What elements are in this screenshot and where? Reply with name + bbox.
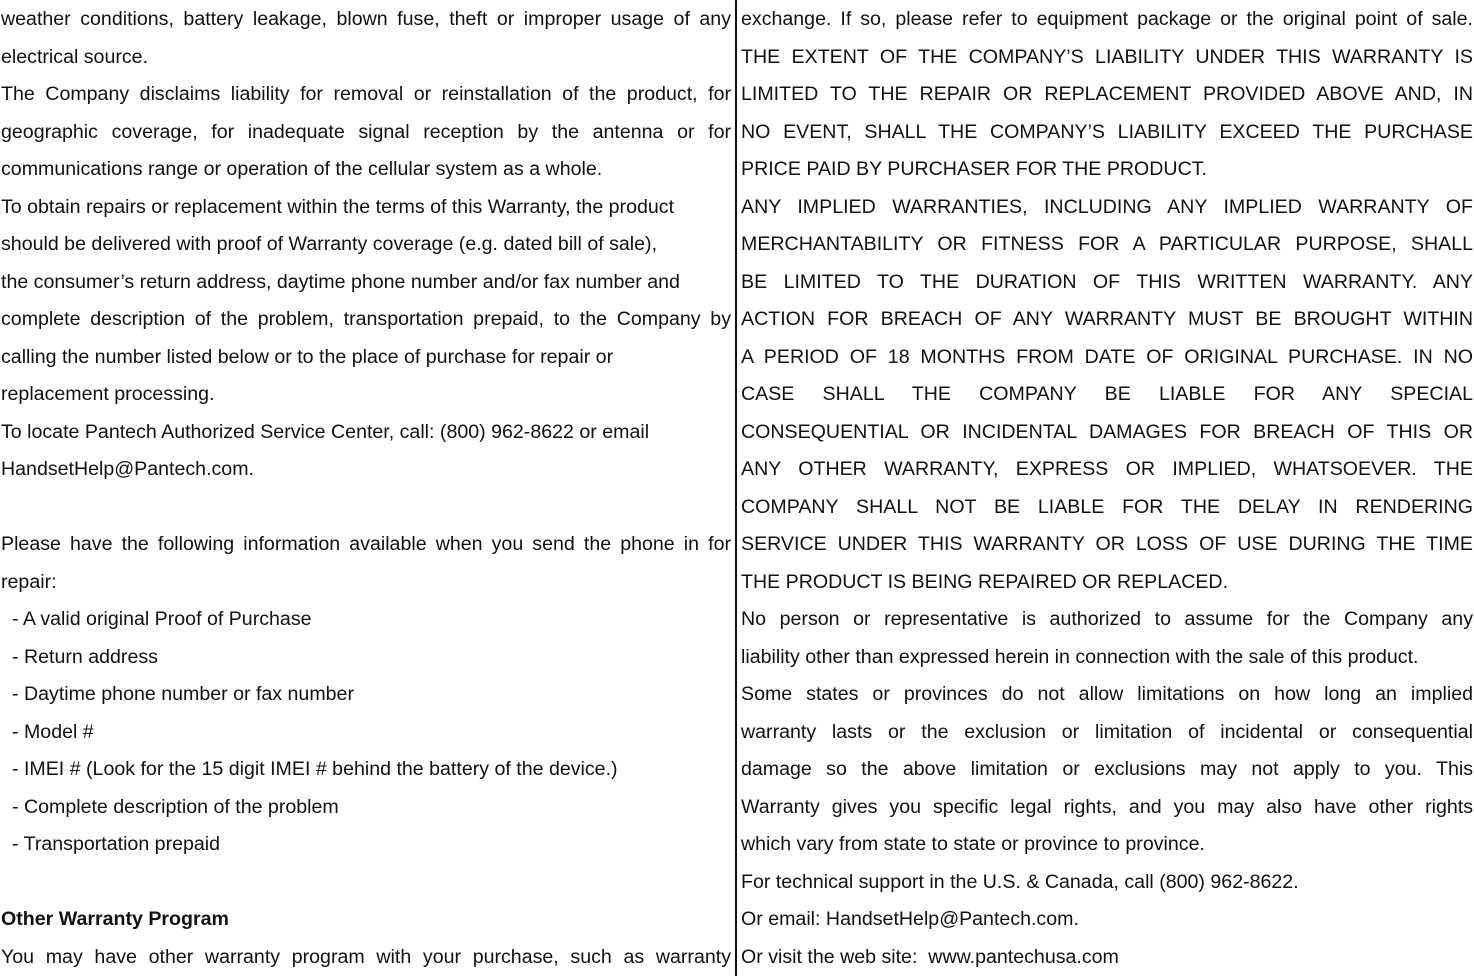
text-line: communications range or operation of the cellular system as a whole.	[1, 158, 603, 180]
text-line: which vary from state to state or province to province.	[741, 833, 1205, 855]
support-email-text: Or email: HandsetHelp@Pantech.com.	[741, 908, 1079, 930]
text-line: damage so the above limitation or exclusions may not apply to you. This	[741, 758, 1473, 780]
text-line: should be delivered with proof of Warranty coverage (e.g. dated bill of sale),	[1, 233, 658, 255]
text-line: To locate Pantech Authorized Service Center, call: (800) 962-8622 or email	[1, 420, 650, 443]
checklist-item: - Model #	[12, 720, 94, 743]
text-line: To obtain repairs or replacement within the terms of this Warranty, the product	[1, 195, 675, 218]
checklist-item: - Complete description of the problem	[12, 795, 339, 818]
text-line: electrical source.	[1, 45, 149, 68]
text-line: BE LIMITED TO THE DURATION OF THIS WRITTEN WARRANTY. ANY	[741, 270, 1473, 293]
support-phone-text: For technical support in the U.S. & Canada, call (800) 962-8622.	[741, 870, 1299, 893]
text-line: replacement processing.	[1, 383, 215, 405]
text-line: MERCHANTABILITY OR FITNESS FOR A PARTICULAR PURPOSE, SHALL	[741, 233, 1473, 255]
text-line: COMPANY SHALL NOT BE LIABLE FOR THE DELAY IN RENDERING	[741, 495, 1473, 518]
text-line: ANY IMPLIED WARRANTIES, INCLUDING ANY IMPLIED WARRANTY OF	[741, 195, 1473, 218]
text-line: NO EVENT, SHALL THE COMPANY’S LIABILITY EXCEED THE PURCHASE	[741, 120, 1473, 143]
right-column	[735, 0, 1474, 976]
text-line: liability other than expressed herein in connection with the sale of this product.	[741, 645, 1419, 668]
text-line: CASE SHALL THE COMPANY BE LIABLE FOR ANY SPECIAL	[741, 383, 1473, 405]
text-line: warranty lasts or the exclusion or limitation of incidental or consequential	[741, 720, 1473, 743]
text-line: the consumer’s return address, daytime phone number and/or fax number and	[1, 270, 680, 293]
checklist-item: - Return address	[12, 645, 158, 668]
column-divider	[735, 0, 737, 976]
text-line: CONSEQUENTIAL OR INCIDENTAL DAMAGES FOR BREACH OF THIS OR	[741, 420, 1473, 443]
checklist-item: - Daytime phone number or fax number	[12, 683, 354, 705]
blank-line	[1, 489, 731, 527]
left-column	[0, 0, 735, 976]
text-line: exchange. If so, please refer to equipment package or the original point of sale.	[741, 8, 1473, 30]
text-line: SERVICE UNDER THIS WARRANTY OR LOSS OF USE DURING THE TIME	[741, 533, 1473, 555]
text-line: Please have the following information available when you send the phone in for	[1, 533, 731, 555]
blank-line	[1, 864, 731, 902]
text-line: No person or representative is authorized to assume for the Company any	[741, 608, 1473, 630]
text-line: Some states or provinces do not allow limitations on how long an implied	[741, 683, 1473, 705]
text-line: repair:	[1, 570, 57, 593]
text-line: The Company disclaims liability for removal or reinstallation of the product, for	[1, 83, 731, 105]
text-line: THE PRODUCT IS BEING REPAIRED OR REPLACED.	[741, 570, 1229, 593]
text-line: ANY OTHER WARRANTY, EXPRESS OR IMPLIED, WHATSOEVER. THE	[741, 458, 1473, 480]
text-line: weather conditions, battery leakage, blown fuse, theft or improper usage of any	[1, 8, 731, 30]
section-heading: Other Warranty Program	[1, 908, 229, 930]
text-line: You may have other warranty program with your purchase, such as warranty	[1, 945, 731, 968]
text-line: complete description of the problem, transportation prepaid, to the Company by	[1, 308, 731, 330]
checklist-item: - Transportation prepaid	[12, 833, 221, 855]
text-line: A PERIOD OF 18 MONTHS FROM DATE OF ORIGINAL PURCHASE. IN NO	[741, 345, 1473, 368]
checklist-item: - IMEI # (Look for the 15 digit IMEI # behind the battery of the device.)	[12, 758, 618, 780]
email-text: HandsetHelp@Pantech.com.	[1, 458, 254, 480]
text-line: LIMITED TO THE REPAIR OR REPLACEMENT PROVIDED ABOVE AND, IN	[741, 83, 1473, 105]
text-line: ACTION FOR BREACH OF ANY WARRANTY MUST BE BROUGHT WITHIN	[741, 308, 1473, 330]
text-line: geographic coverage, for inadequate signal reception by the antenna or for	[1, 120, 731, 143]
text-line: THE EXTENT OF THE COMPANY’S LIABILITY UNDER THIS WARRANTY IS	[741, 45, 1473, 68]
text-line: calling the number listed below or to the place of purchase for repair or	[1, 345, 614, 368]
text-line: PRICE PAID BY PURCHASER FOR THE PRODUCT.	[741, 158, 1207, 180]
support-website-text: Or visit the web site: www.pantechusa.com	[741, 945, 1119, 968]
text-line: Warranty gives you specific legal rights, and you may also have other rights	[741, 795, 1473, 818]
checklist-item: - A valid original Proof of Purchase	[12, 608, 312, 630]
